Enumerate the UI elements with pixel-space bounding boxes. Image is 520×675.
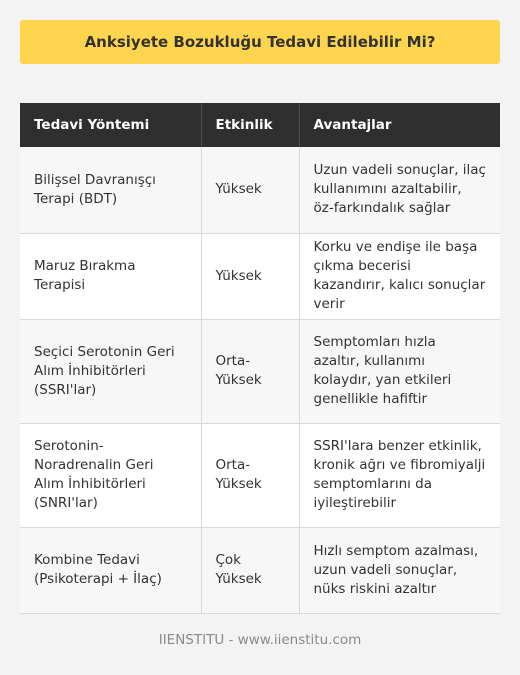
header-advantages: Avantajlar xyxy=(299,103,500,147)
cell-efficacy: Orta-Yüksek xyxy=(201,423,299,527)
cell-advantages: Semptomları hızla azaltır, kullanımı kolaydır, yan etkileri genellikle hafiftir xyxy=(299,319,500,423)
table-header-row xyxy=(20,103,500,147)
cell-efficacy: Yüksek xyxy=(201,147,299,233)
header-method: Tedavi Yöntemi xyxy=(20,103,201,147)
table-row xyxy=(20,147,500,233)
table-row xyxy=(20,423,500,527)
cell-advantages: Hızlı semptom azalması, uzun vadeli sonuçlar, nüks riskini azaltır xyxy=(299,527,500,613)
table-row xyxy=(20,319,500,423)
page-title: Anksiyete Bozukluğu Tedavi Edilebilir Mi? xyxy=(84,33,436,51)
cell-method: Seçici Serotonin Geri Alım İnhibitörleri (SSRI'lar) xyxy=(20,319,201,423)
cell-method: Serotonin-Noradrenalin Geri Alım İnhibitörleri (SNRI'lar) xyxy=(20,423,201,527)
header-efficacy: Etkinlik xyxy=(201,103,299,147)
cell-method: Bilişsel Davranışçı Terapi (BDT) xyxy=(20,147,201,233)
cell-advantages: Korku ve endişe ile başa çıkma becerisi kazandırır, kalıcı sonuçlar verir xyxy=(299,233,500,319)
cell-method: Kombine Tedavi (Psikoterapi + İlaç) xyxy=(20,527,201,613)
treatment-table xyxy=(20,103,500,614)
footer-credit: IIENSTITU - www.iienstitu.com xyxy=(158,632,362,648)
title-banner xyxy=(20,20,500,64)
cell-advantages: SSRI'lara benzer etkinlik, kronik ağrı ve fibromiyalji semptomlarını da iyileştirebilir xyxy=(299,423,500,527)
cell-efficacy: Çok Yüksek xyxy=(201,527,299,613)
cell-efficacy: Yüksek xyxy=(201,233,299,319)
table-row xyxy=(20,233,500,319)
cell-method: Maruz Bırakma Terapisi xyxy=(20,233,201,319)
cell-advantages: Uzun vadeli sonuçlar, ilaç kullanımını azaltabilir, öz-farkındalık sağlar xyxy=(299,147,500,233)
table-row xyxy=(20,527,500,613)
cell-efficacy: Orta-Yüksek xyxy=(201,319,299,423)
